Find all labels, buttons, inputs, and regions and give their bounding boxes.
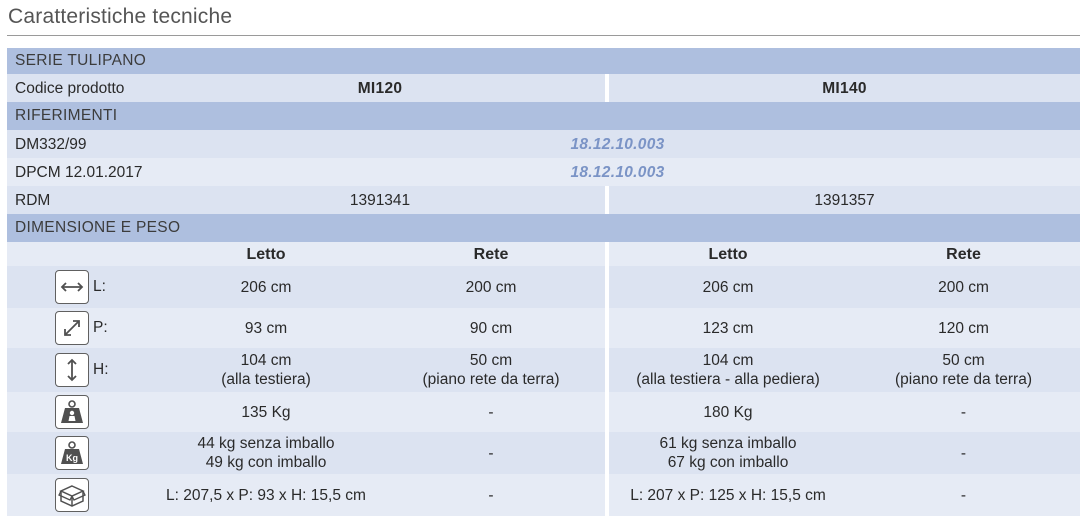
weight-letto-mi120: 44 kg senza imballo 49 kg con imballo <box>197 435 335 471</box>
dm-row <box>7 130 1080 158</box>
series-header-row <box>7 48 1080 74</box>
col-header-letto-mi120: Letto <box>246 245 286 263</box>
col-header-rete-mi120: Rete <box>377 242 609 266</box>
length-row <box>7 266 1080 308</box>
depth-suffix: P: <box>93 319 108 336</box>
length-rete-mi140: 200 cm <box>938 278 989 296</box>
length-letto-mi120: 206 cm <box>240 278 292 296</box>
dpcm-label: DPCM 12.01.2017 <box>15 163 143 181</box>
rdm-mi120: 1391341 <box>155 186 609 214</box>
depth-row <box>7 308 1080 348</box>
series-label: SERIE TULIPANO <box>15 52 147 69</box>
col-header-rete-mi140: Rete <box>946 245 981 263</box>
max-load-weight-icon <box>55 395 89 429</box>
depth-letto-mi120: 93 cm <box>244 319 288 337</box>
length-rete-mi120: 200 cm <box>377 266 609 308</box>
length-letto-mi140: 206 cm <box>702 278 754 296</box>
diagonal-arrow-icon <box>55 311 89 345</box>
max-load-letto-mi140: 180 Kg <box>703 403 753 421</box>
dm-value: 18.12.10.003 <box>570 135 665 153</box>
max-load-rete-mi140: - <box>960 403 967 421</box>
svg-text:Kg: Kg <box>66 453 78 463</box>
weight-row <box>7 432 1080 474</box>
dimensions-header-row <box>7 214 1080 242</box>
dpcm-value: 18.12.10.003 <box>570 163 665 181</box>
weight-letto-mi140: 61 kg senza imballo 67 kg con imballo <box>659 435 797 471</box>
max-load-letto-mi120: 135 Kg <box>241 403 291 421</box>
title-divider <box>7 35 1080 36</box>
column-header-row <box>7 242 1080 266</box>
weight-rete-mi120: - <box>377 432 609 474</box>
product-code-mi140: MI140 <box>822 79 867 97</box>
height-letto-mi140: 104 cm (alla testiera - alla pediera) <box>636 352 820 388</box>
dpcm-row <box>7 158 1080 186</box>
kg-weight-icon <box>55 436 89 470</box>
horizontal-arrow-icon <box>55 270 89 304</box>
dimensions-label: DIMENSIONE E PESO <box>15 219 181 236</box>
product-code-label: Codice prodotto <box>15 79 125 97</box>
weight-rete-mi140: - <box>960 444 967 462</box>
col-header-letto-mi140: Letto <box>708 245 748 263</box>
vertical-arrow-icon <box>55 353 89 387</box>
height-letto-mi120: 104 cm (alla testiera) <box>221 352 311 388</box>
spec-table <box>7 48 1080 516</box>
depth-rete-mi120: 90 cm <box>377 308 609 348</box>
product-code-mi120: MI120 <box>155 74 609 102</box>
package-rete-mi120: - <box>377 474 609 516</box>
package-box-icon <box>55 478 89 512</box>
depth-rete-mi140: 120 cm <box>938 319 989 337</box>
package-letto-mi120: L: 207,5 x P: 93 x H: 15,5 cm <box>166 486 366 504</box>
references-header-row <box>7 102 1080 130</box>
package-letto-mi140: L: 207 x P: 125 x H: 15,5 cm <box>630 486 826 504</box>
max-load-rete-mi120: - <box>377 392 609 432</box>
depth-letto-mi140: 123 cm <box>702 319 754 337</box>
package-row <box>7 474 1080 516</box>
length-suffix: L: <box>93 278 106 295</box>
references-label: RIFERIMENTI <box>15 107 118 124</box>
dm-label: DM332/99 <box>15 135 87 153</box>
height-rete-mi120: 50 cm (piano rete da terra) <box>377 348 609 392</box>
height-row <box>7 348 1080 392</box>
page-title: Caratteristiche tecniche <box>8 5 233 28</box>
rdm-row <box>7 186 1080 214</box>
max-load-row <box>7 392 1080 432</box>
height-suffix: H: <box>93 361 109 378</box>
rdm-label: RDM <box>15 191 51 209</box>
height-rete-mi140: 50 cm (piano rete da terra) <box>895 352 1032 388</box>
rdm-mi140: 1391357 <box>814 191 875 209</box>
product-code-row <box>7 74 1080 102</box>
package-rete-mi140: - <box>960 486 967 504</box>
